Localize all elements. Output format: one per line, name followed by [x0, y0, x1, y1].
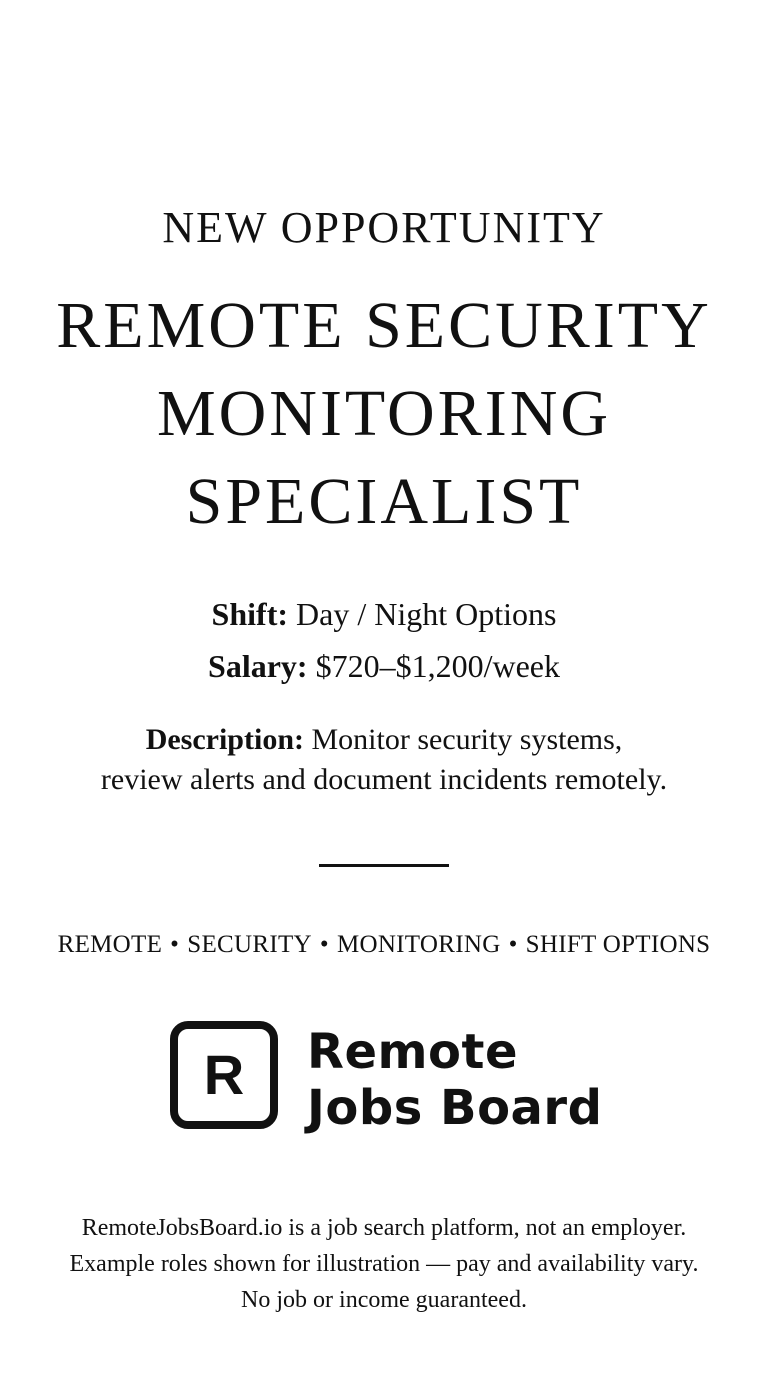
job-title-line: SPECIALIST	[185, 465, 583, 538]
eyebrow-label: NEW OPPORTUNITY	[162, 203, 606, 252]
tag-separator: •	[319, 931, 329, 958]
shift-row	[0, 594, 768, 634]
brand-wordmark-line: Jobs Board	[307, 1080, 603, 1136]
disclaimer-line: RemoteJobsBoard.io is a job search platform, not an employer.	[81, 1215, 687, 1241]
divider	[319, 864, 449, 867]
disclaimer	[0, 1210, 768, 1318]
salary-value: $720–$1,200/week	[315, 648, 560, 684]
tag-list	[0, 928, 768, 962]
tag: SHIFT OPTIONS	[525, 931, 711, 958]
shift-label: Shift:	[211, 596, 288, 632]
tag: REMOTE	[57, 931, 163, 958]
description-text: Monitor security systems,	[311, 723, 623, 756]
job-title	[0, 282, 768, 546]
salary-label: Salary:	[208, 648, 308, 684]
brand-logo-mark: R	[170, 1021, 278, 1129]
tag: MONITORING	[336, 931, 501, 958]
salary-row	[0, 646, 768, 686]
disclaimer-line: No job or income guaranteed.	[241, 1287, 527, 1313]
description-block	[0, 720, 768, 800]
description-label: Description:	[145, 723, 304, 756]
tag-separator: •	[508, 931, 518, 958]
brand-logo	[169, 1020, 609, 1142]
description-line	[0, 720, 768, 760]
job-title-line: MONITORING	[156, 377, 612, 450]
brand-wordmark	[307, 1024, 602, 1136]
brand-wordmark-line: Remote	[307, 1024, 519, 1080]
disclaimer-line: Example roles shown for illustration — pay and availability vary.	[69, 1251, 699, 1277]
job-title-line: REMOTE SECURITY	[56, 289, 712, 362]
description-line: review alerts and document incidents remotely.	[100, 763, 668, 796]
tag-separator: •	[170, 931, 180, 958]
tag: SECURITY	[187, 931, 312, 958]
shift-value: Day / Night Options	[296, 596, 557, 632]
